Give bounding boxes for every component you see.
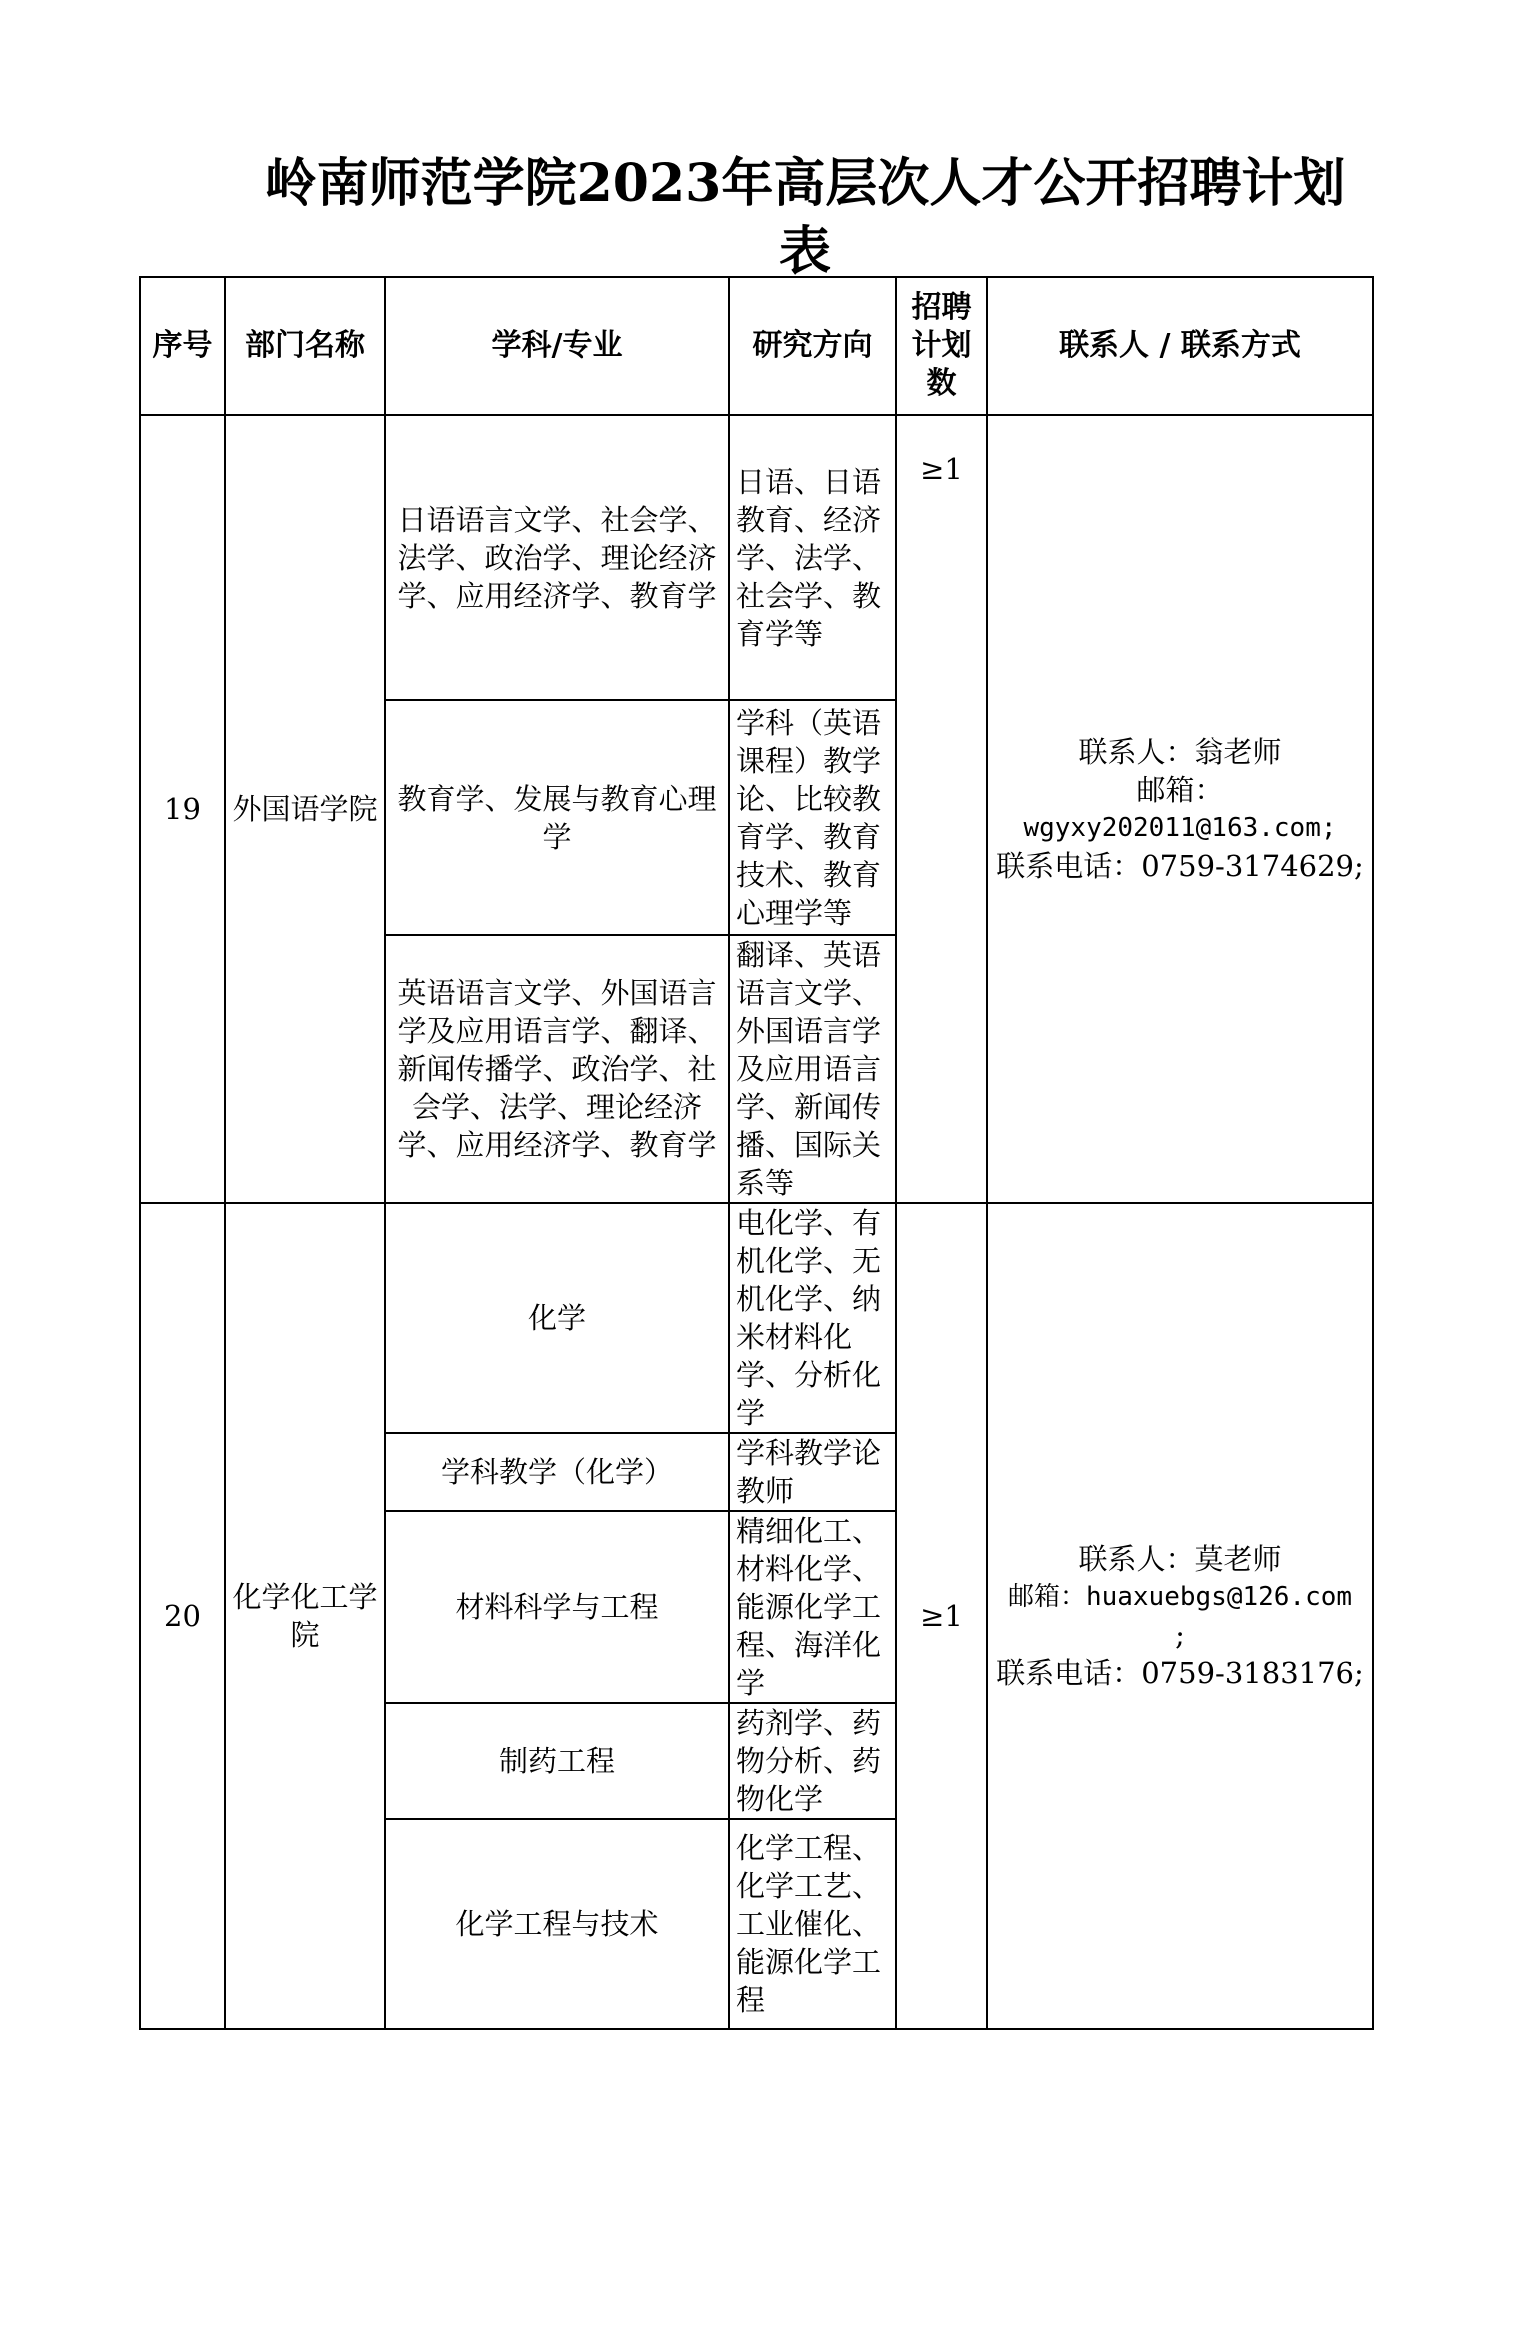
subject-cell: 化学工程与技术	[385, 1819, 729, 2029]
table-row	[140, 415, 1373, 700]
contact-email-tail: ;	[1175, 1618, 1185, 1652]
direction-cell: 学科（英语课程）教学论、比较教育学、教育技术、教育心理学等	[729, 700, 896, 935]
contact-person: 联系人：翁老师	[1078, 735, 1282, 769]
direction-cell: 化学工程、化学工艺、工业催化、能源化学工程	[729, 1819, 896, 2029]
header-subject: 学科/专业	[385, 277, 729, 415]
header-row	[140, 277, 1373, 415]
header-seq: 序号	[140, 277, 225, 415]
contact-email: 邮箱：huaxuebgs@126.com	[1007, 1582, 1353, 1612]
direction-cell: 精细化工、材料化学、能源化学工程、海洋化学	[729, 1511, 896, 1703]
subject-cell: 学科教学（化学）	[385, 1433, 729, 1511]
subject-cell: 教育学、发展与教育心理学	[385, 700, 729, 935]
dept-cell: 外国语学院	[225, 415, 385, 1203]
contact-email: wgyxy202011@163.com;	[1023, 813, 1337, 843]
recruitment-plan-table	[139, 276, 1374, 2030]
direction-cell: 日语、日语教育、经济学、法学、社会学、教育学等	[729, 415, 896, 700]
subject-cell: 日语语言文学、社会学、法学、政治学、理论经济学、应用经济学、教育学	[385, 415, 729, 700]
contact-email-label: 邮箱：	[1136, 773, 1224, 807]
subject-cell: 制药工程	[385, 1703, 729, 1819]
direction-cell: 电化学、有机化学、无机化学、纳米材料化学、分析化学	[729, 1203, 896, 1433]
contact-cell	[987, 1203, 1373, 2029]
header-contact: 联系人 / 联系方式	[987, 277, 1373, 415]
header-plan: 招聘计划数	[896, 277, 987, 415]
contact-phone: 联系电话：0759-3183176;	[996, 1656, 1364, 1690]
table-row	[140, 1203, 1373, 1433]
subject-cell: 化学	[385, 1203, 729, 1433]
plan-cell: ≥1	[896, 1203, 987, 2029]
title-line-1: 岭南师范学院2023年高层次人才公开招聘计划	[264, 153, 1346, 214]
page-title	[230, 150, 1380, 286]
contact-person: 联系人：莫老师	[1078, 1542, 1282, 1576]
direction-cell: 学科教学论教师	[729, 1433, 896, 1511]
header-direction: 研究方向	[729, 277, 896, 415]
header-dept: 部门名称	[225, 277, 385, 415]
subject-cell: 英语语言文学、外国语言学及应用语言学、翻译、新闻传播学、政治学、社会学、法学、理论经济学、应用经济学、教育学	[385, 935, 729, 1203]
plan-cell: ≥1	[896, 415, 987, 1203]
subject-cell: 材料科学与工程	[385, 1511, 729, 1703]
seq-cell: 20	[140, 1203, 225, 2029]
contact-cell	[987, 415, 1373, 1203]
contact-phone: 联系电话：0759-3174629;	[996, 849, 1364, 883]
seq-cell: 19	[140, 415, 225, 1203]
dept-cell: 化学化工学院	[225, 1203, 385, 2029]
title-line-2: 表	[778, 221, 831, 282]
direction-cell: 翻译、英语语言文学、外国语言学及应用语言学、新闻传播、国际关系等	[729, 935, 896, 1203]
direction-cell: 药剂学、药物分析、药物化学	[729, 1703, 896, 1819]
